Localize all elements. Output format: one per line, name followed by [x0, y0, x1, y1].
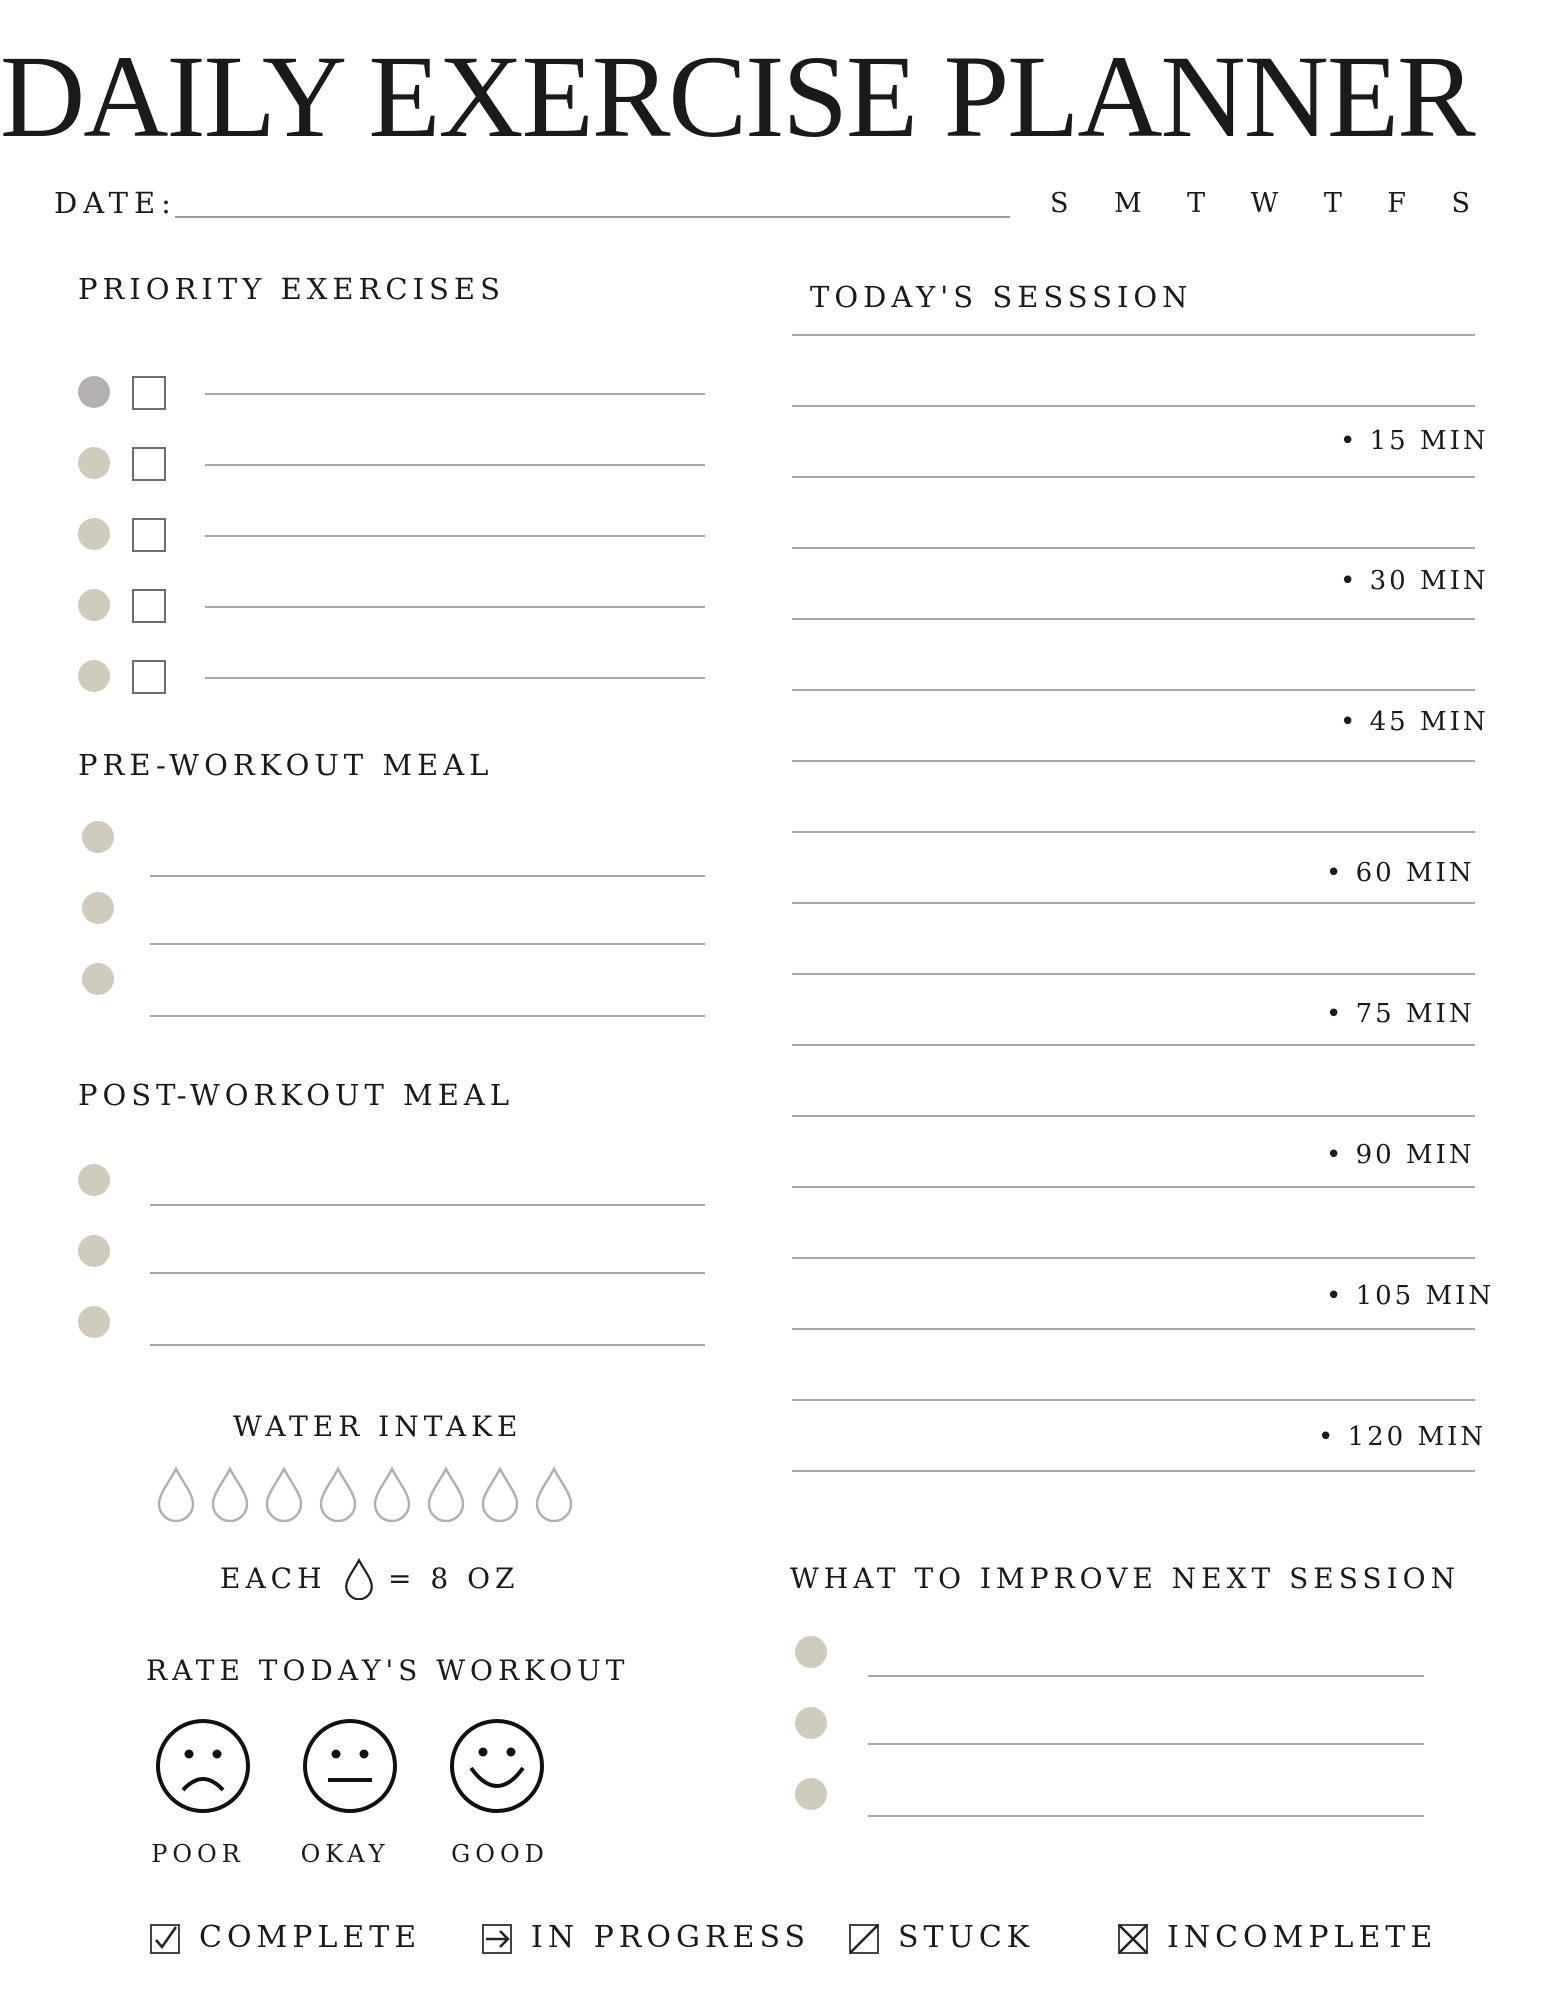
time-mark-60: • 60 MIN [1326, 858, 1475, 888]
post-meal-bullet [78, 1235, 110, 1267]
water-drops [156, 1466, 576, 1526]
improve-line[interactable] [868, 1815, 1424, 1817]
legend-in-progress: IN PROGRESS [531, 1920, 811, 1955]
slash-box-icon [849, 1924, 879, 1954]
session-line[interactable] [792, 476, 1475, 478]
day-tuesday[interactable]: T [1187, 188, 1206, 219]
legend-complete: COMPLETE [199, 1920, 422, 1955]
rating-poor-label: POOR [151, 1840, 245, 1868]
priority-line[interactable] [205, 535, 705, 537]
water-drop-icon[interactable] [264, 1466, 304, 1522]
pre-meal-bullet [82, 892, 114, 924]
day-sunday[interactable]: S [1050, 188, 1069, 219]
time-mark-120: • 120 MIN [1318, 1422, 1487, 1452]
session-line[interactable] [792, 618, 1475, 620]
time-mark-15: • 15 MIN [1340, 426, 1489, 456]
time-mark-30: • 30 MIN [1340, 566, 1489, 596]
rating-okay-label: OKAY [300, 1840, 390, 1868]
water-drop-icon[interactable] [426, 1466, 466, 1522]
priority-bullet [78, 376, 110, 408]
session-line[interactable] [792, 1470, 1475, 1472]
session-line[interactable] [792, 1044, 1475, 1046]
time-mark-45: • 45 MIN [1340, 707, 1489, 737]
priority-checkbox[interactable] [132, 518, 166, 552]
legend-incomplete: INCOMPLETE [1167, 1920, 1438, 1955]
improve-heading: WHAT TO IMPROVE NEXT SESSION [790, 1562, 1461, 1595]
session-line[interactable] [792, 760, 1475, 762]
water-drop-icon [344, 1558, 374, 1600]
session-line[interactable] [792, 689, 1475, 691]
time-mark-90: • 90 MIN [1326, 1140, 1475, 1170]
priority-bullet [78, 660, 110, 692]
todays-session-heading: TODAY'S SESSSION [810, 280, 1193, 314]
post-workout-meal-heading: POST-WORKOUT MEAL [78, 1078, 515, 1112]
pre-meal-line[interactable] [150, 875, 705, 877]
session-line[interactable] [792, 902, 1475, 904]
improve-bullet [795, 1636, 827, 1668]
session-line[interactable] [792, 1186, 1475, 1188]
priority-line[interactable] [205, 393, 705, 395]
session-line[interactable] [792, 334, 1475, 336]
happy-face-icon[interactable] [449, 1718, 545, 1814]
legend-stuck: STUCK [898, 1920, 1035, 1955]
priority-line[interactable] [205, 606, 705, 608]
day-monday[interactable]: M [1113, 188, 1142, 219]
date-field[interactable] [175, 216, 1010, 218]
water-drop-icon[interactable] [480, 1466, 520, 1522]
priority-checkbox[interactable] [132, 589, 166, 623]
water-drop-icon[interactable] [210, 1466, 250, 1522]
post-meal-bullet [78, 1164, 110, 1196]
post-meal-bullet [78, 1306, 110, 1338]
water-drop-icon[interactable] [318, 1466, 358, 1522]
priority-exercises-heading: PRIORITY EXERCISES [78, 272, 505, 306]
day-saturday[interactable]: S [1451, 188, 1470, 219]
priority-checkbox[interactable] [132, 447, 166, 481]
rate-workout-heading: RATE TODAY'S WORKOUT [146, 1654, 630, 1687]
session-line[interactable] [792, 1257, 1475, 1259]
day-friday[interactable]: F [1387, 188, 1407, 219]
time-mark-105: • 105 MIN [1326, 1281, 1495, 1311]
session-line[interactable] [792, 405, 1475, 407]
session-line[interactable] [792, 1328, 1475, 1330]
improve-bullet [795, 1778, 827, 1810]
improve-line[interactable] [868, 1743, 1424, 1745]
improve-line[interactable] [868, 1675, 1424, 1677]
day-thursday[interactable]: T [1323, 188, 1342, 219]
pre-meal-line[interactable] [150, 943, 705, 945]
priority-line[interactable] [205, 464, 705, 466]
priority-bullet [78, 589, 110, 621]
water-unit-label: = 8 OZ [388, 1562, 520, 1595]
pre-meal-bullet [82, 963, 114, 995]
pre-meal-bullet [82, 821, 114, 853]
page-title: DAILY EXERCISE PLANNER [0, 31, 1474, 162]
x-box-icon [1118, 1924, 1148, 1954]
date-label: DATE: [54, 186, 177, 220]
arrow-box-icon [482, 1924, 512, 1954]
pre-workout-meal-heading: PRE-WORKOUT MEAL [78, 748, 494, 782]
pre-meal-line[interactable] [150, 1015, 705, 1017]
session-line[interactable] [792, 973, 1475, 975]
checkmark-box-icon [150, 1924, 180, 1954]
post-meal-line[interactable] [150, 1272, 705, 1274]
session-line[interactable] [792, 1399, 1475, 1401]
rating-good-label: GOOD [451, 1840, 549, 1868]
session-line[interactable] [792, 1115, 1475, 1117]
sad-face-icon[interactable] [155, 1718, 251, 1814]
weekday-selector [1050, 188, 1470, 219]
water-intake-heading: WATER INTAKE [233, 1410, 523, 1443]
post-meal-line[interactable] [150, 1344, 705, 1346]
priority-checkbox[interactable] [132, 660, 166, 694]
priority-bullet [78, 518, 110, 550]
session-line[interactable] [792, 547, 1475, 549]
priority-line[interactable] [205, 677, 705, 679]
session-line[interactable] [792, 831, 1475, 833]
water-drop-icon[interactable] [372, 1466, 412, 1522]
water-drop-icon[interactable] [156, 1466, 196, 1522]
neutral-face-icon[interactable] [302, 1718, 398, 1814]
priority-bullet [78, 447, 110, 479]
water-each-label: EACH [220, 1562, 327, 1595]
improve-bullet [795, 1707, 827, 1739]
day-wednesday[interactable]: W [1250, 188, 1279, 219]
post-meal-line[interactable] [150, 1204, 705, 1206]
time-mark-75: • 75 MIN [1326, 999, 1475, 1029]
priority-checkbox[interactable] [132, 376, 166, 410]
water-drop-icon[interactable] [534, 1466, 574, 1522]
